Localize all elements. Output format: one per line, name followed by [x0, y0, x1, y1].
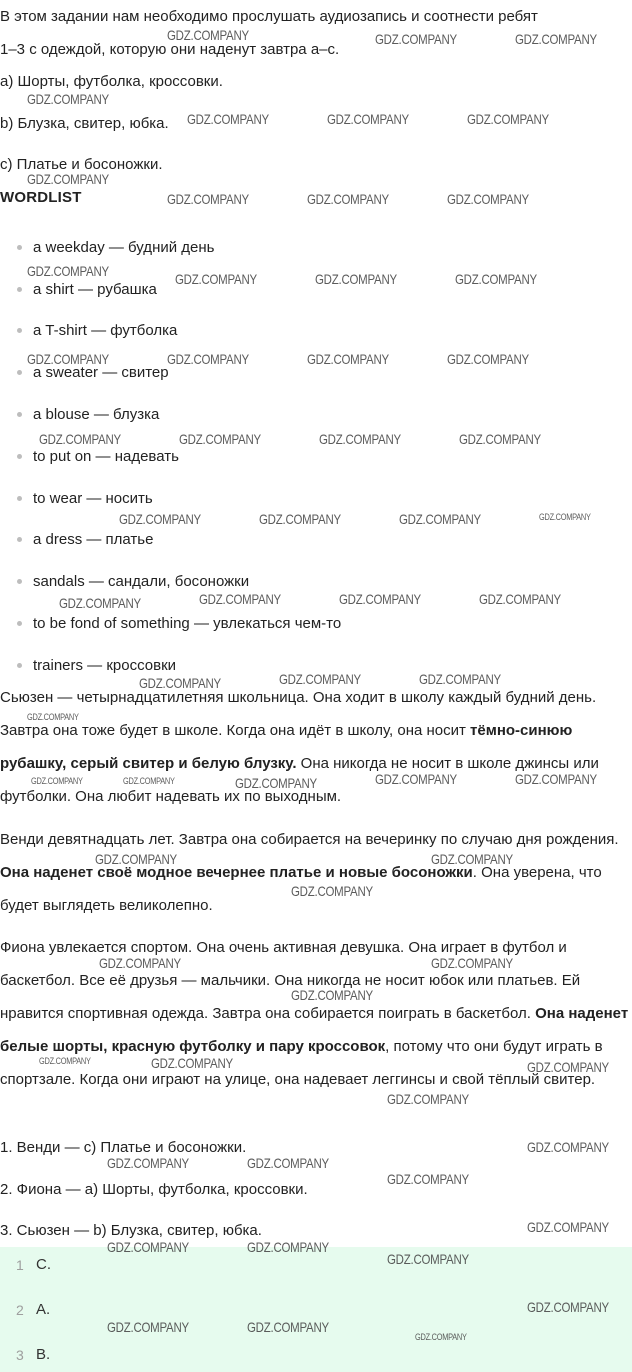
watermark: GDZ.COMPANY	[151, 1055, 233, 1071]
watermark: GDZ.COMPANY	[95, 851, 177, 867]
watermark: GDZ.COMPANY	[419, 671, 501, 687]
bullet-icon	[17, 663, 22, 668]
watermark: GDZ.COMPANY	[291, 883, 373, 899]
answer-row	[0, 1251, 632, 1276]
bullet-icon	[17, 579, 22, 584]
watermark: GDZ.COMPANY	[247, 1239, 329, 1255]
bullet-icon	[17, 370, 22, 375]
watermark: GDZ.COMPANY	[259, 511, 341, 527]
wordlist-item: to be fond of something — увлекаться чем-то	[17, 613, 341, 635]
bullet-icon	[17, 496, 22, 501]
watermark: GDZ.COMPANY	[199, 591, 281, 607]
watermark: GDZ.COMPANY	[467, 111, 549, 127]
watermark: GDZ.COMPANY	[27, 351, 109, 367]
wordlist-item: trainers — кроссовки	[17, 655, 176, 677]
watermark: GDZ.COMPANY	[167, 191, 249, 207]
bullet-icon	[17, 328, 22, 333]
bullet-icon	[17, 287, 22, 292]
watermark: GDZ.COMPANY	[27, 171, 109, 187]
watermark: GDZ.COMPANY	[247, 1155, 329, 1171]
watermark: GDZ.COMPANY	[175, 271, 257, 287]
watermark: GDZ.COMPANY	[459, 431, 541, 447]
watermark: GDZ.COMPANY	[307, 191, 389, 207]
watermark: GDZ.COMPANY	[375, 771, 457, 787]
answer-row	[0, 1344, 632, 1366]
wordlist-item: a weekday — будний день	[17, 237, 214, 259]
watermark: GDZ.COMPANY	[447, 191, 529, 207]
answer-value: B.	[36, 1346, 51, 1363]
watermark: GDZ.COMPANY	[539, 512, 591, 522]
bullet-icon	[17, 621, 22, 626]
wordlist-item: a blouse — блузка	[17, 404, 159, 426]
watermark: GDZ.COMPANY	[319, 431, 401, 447]
watermark: GDZ.COMPANY	[167, 27, 249, 43]
watermark: GDZ.COMPANY	[431, 955, 513, 971]
watermark: GDZ.COMPANY	[107, 1239, 189, 1255]
bullet-icon	[17, 454, 22, 459]
wordlist-item: a dress — платье	[17, 529, 153, 551]
watermark: GDZ.COMPANY	[291, 987, 373, 1003]
option-b: b) Блузка, свитер, юбка.	[0, 115, 169, 132]
intro-line-2: 1–3 с одеждой, которую они наденут завтра a–c.	[0, 41, 340, 58]
watermark: GDZ.COMPANY	[315, 271, 397, 287]
watermark: GDZ.COMPANY	[307, 351, 389, 367]
watermark: GDZ.COMPANY	[99, 955, 181, 971]
watermark: GDZ.COMPANY	[455, 271, 537, 287]
watermark: GDZ.COMPANY	[447, 351, 529, 367]
watermark: GDZ.COMPANY	[527, 1219, 609, 1235]
paragraph-wendy: Венди девятнадцать лет. Завтра она собирается на вечеринку по случаю дня рождения. Она наденет своё модное вечернее платье и новые босоножки. Она уверена, что будет выглядеть великолепно.	[0, 831, 619, 914]
wordlist-item: to wear — носить	[17, 488, 153, 510]
watermark: GDZ.COMPANY	[167, 351, 249, 367]
watermark: GDZ.COMPANY	[399, 511, 481, 527]
wordlist-item: to put on — надевать	[17, 446, 179, 468]
watermark: GDZ.COMPANY	[39, 431, 121, 447]
option-c: c) Платье и босоножки.	[0, 156, 163, 173]
bullet-icon	[17, 412, 22, 417]
watermark: GDZ.COMPANY	[139, 675, 221, 691]
bullet-icon	[17, 245, 22, 250]
paragraph-fiona: Фиона увлекается спортом. Она очень активная девушка. Она играет в футбол и баскетбол. Все её друзья — мальчики. Она никогда не носит юбок или платьев. Ей нравится спортивная одежда. Завтра она собирается поиграть в баскетбол. Она наденет белые шорты, красную футболку и пару кроссовок, потому что они будут играть в спортзале. Когда они играют на улице, она надевает леггинсы и свой тёплый свитер.	[0, 939, 629, 1088]
option-a: а) Шорты, футболка, кроссовки.	[0, 73, 223, 90]
answer-number: 3	[16, 1347, 24, 1363]
watermark: GDZ.COMPANY	[119, 511, 201, 527]
watermark: GDZ.COMPANY	[527, 1059, 609, 1075]
wordlist-item: a sweater — свитер	[17, 362, 169, 384]
watermark: GDZ.COMPANY	[107, 1319, 189, 1335]
watermark: GDZ.COMPANY	[187, 111, 269, 127]
answer-number: 1	[16, 1257, 24, 1273]
watermark: GDZ.COMPANY	[27, 712, 79, 722]
paragraph-susan: Сьюзен — четырнадцатилетняя школьница. Она ходит в школу каждый будний день. Завтра она тоже будет в школе. Когда она идёт в школу, она носит тёмно-синюю рубашку, серый свитер и белую блузку. Она никогда не носит в школе джинсы или футболки. Она любит надевать их по выходным.	[0, 689, 599, 805]
watermark: GDZ.COMPANY	[327, 111, 409, 127]
watermark: GDZ.COMPANY	[527, 1139, 609, 1155]
watermark: GDZ.COMPANY	[279, 671, 361, 687]
watermark: GDZ.COMPANY	[387, 1091, 469, 1107]
answer-value: A.	[36, 1301, 51, 1318]
answer-number: 2	[16, 1302, 24, 1318]
watermark: GDZ.COMPANY	[107, 1155, 189, 1171]
watermark: GDZ.COMPANY	[179, 431, 261, 447]
match-1: 1. Венди — c) Платье и босоножки.	[0, 1139, 247, 1156]
watermark: GDZ.COMPANY	[479, 591, 561, 607]
watermark: GDZ.COMPANY	[27, 91, 109, 107]
watermark: GDZ.COMPANY	[27, 263, 109, 279]
watermark: GDZ.COMPANY	[39, 1056, 91, 1066]
watermark: GDZ.COMPANY	[235, 775, 317, 791]
wordlist-item: a T-shirt — футболка	[17, 320, 177, 342]
watermark: GDZ.COMPANY	[387, 1171, 469, 1187]
watermark: GDZ.COMPANY	[431, 851, 513, 867]
watermark: GDZ.COMPANY	[515, 31, 597, 47]
wordlist-title: WORDLIST	[0, 189, 82, 206]
match-2: 2. Фиона — a) Шорты, футболка, кроссовки.	[0, 1181, 308, 1198]
wordlist-item: a shirt — рубашка	[17, 279, 157, 301]
watermark: GDZ.COMPANY	[339, 591, 421, 607]
watermark: GDZ.COMPANY	[515, 771, 597, 787]
watermark: GDZ.COMPANY	[247, 1319, 329, 1335]
wordlist-item: sandals — сандали, босоножки	[17, 571, 249, 593]
watermark: GDZ.COMPANY	[31, 776, 83, 786]
watermark: GDZ.COMPANY	[387, 1251, 469, 1267]
watermark: GDZ.COMPANY	[375, 31, 457, 47]
answer-value: C.	[36, 1256, 51, 1273]
watermark: GDZ.COMPANY	[527, 1299, 609, 1315]
watermark: GDZ.COMPANY	[415, 1332, 467, 1342]
intro-line-1: В этом задании нам необходимо прослушать аудиозапись и соотнести ребят	[0, 8, 538, 25]
watermark: GDZ.COMPANY	[123, 776, 175, 786]
bullet-icon	[17, 537, 22, 542]
match-3: 3. Сьюзен — b) Блузка, свитер, юбка.	[0, 1222, 262, 1239]
watermark: GDZ.COMPANY	[59, 595, 141, 611]
